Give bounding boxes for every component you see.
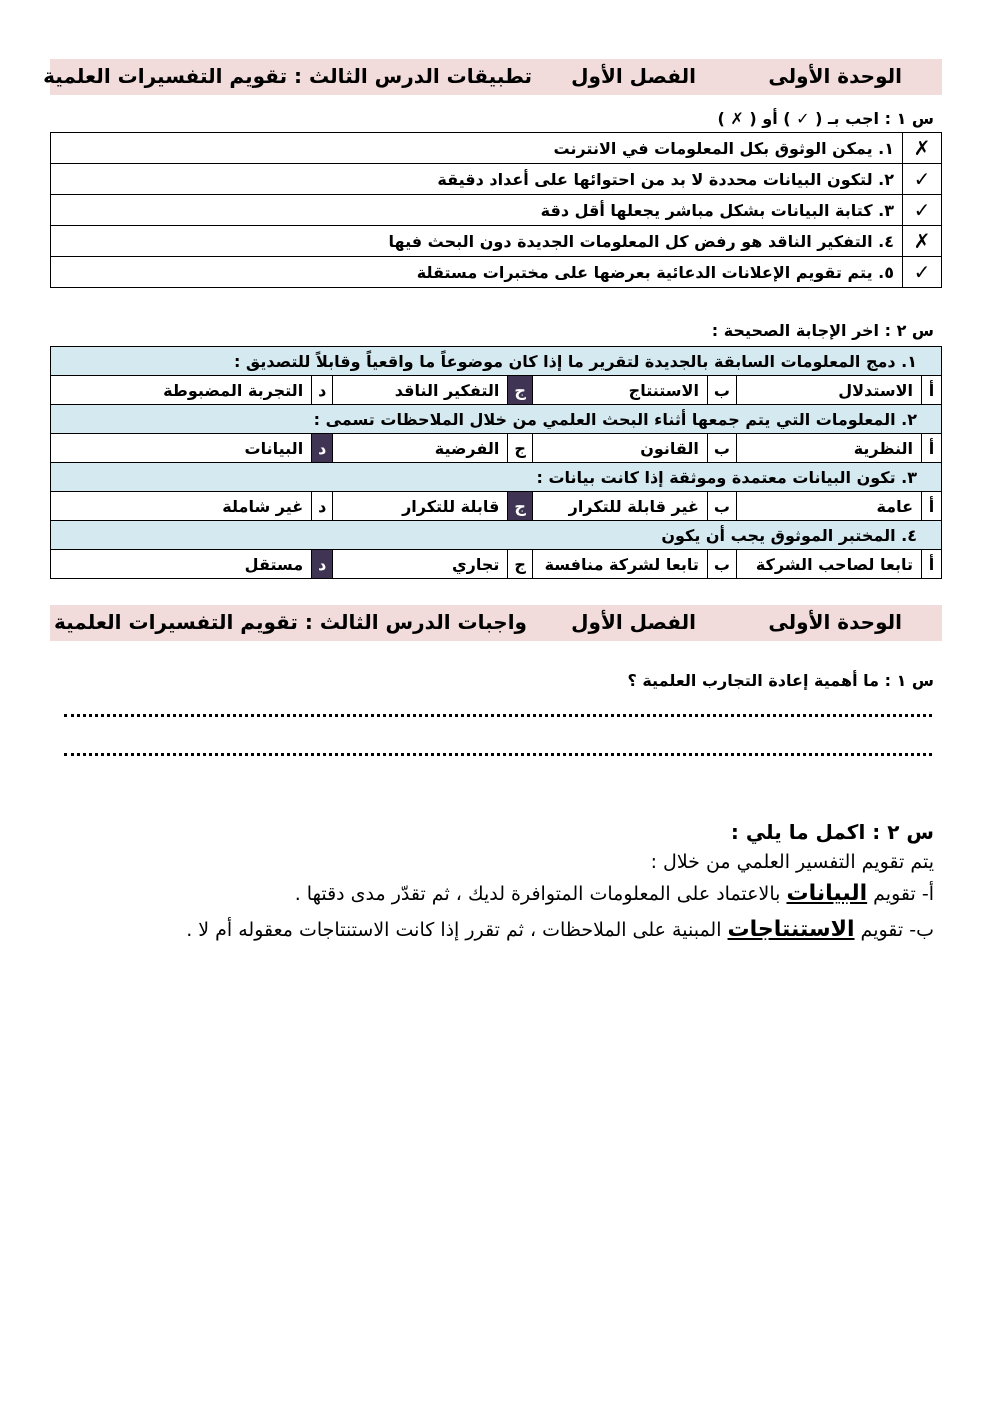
question-row [51,463,942,492]
hw1-title: س ١ : ما أهمية إعادة التجارب العلمية ؟ [627,671,934,690]
question-row [51,347,942,376]
table-row [51,195,942,226]
option-text: النظرية [737,434,922,463]
options-row [51,376,942,405]
chapter-label: الفصل الأول [571,610,696,634]
answer-mark: ✓ [903,257,942,288]
option-label: د [312,376,333,405]
options-row [51,492,942,521]
answer-line [64,753,932,756]
option-text: الاستدلال [737,376,922,405]
unit-label: الوحدة الأولى [768,64,902,88]
question-row [51,521,942,550]
option-text: القانون [532,434,707,463]
statement: ٤. التفكير الناقد هو رفض كل المعلومات الجديدة دون البحث فيها [51,226,903,257]
option-label-selected: د [312,550,333,579]
option-label: ب [707,550,736,579]
option-text: البيانات [51,434,312,463]
line-a-prefix: أ- تقويم [867,883,934,905]
option-text: تابعا لصاحب الشركة [737,550,922,579]
option-text: التفكير الناقد [333,376,508,405]
option-text: غير قابلة للتكرار [532,492,707,521]
option-text: التجربة المضبوطة [51,376,312,405]
hw2-line-a [295,881,934,906]
option-label: ج [508,434,533,463]
option-label: أ [922,376,942,405]
option-label: ب [707,434,736,463]
option-label: أ [922,550,942,579]
statement: ٢. لتكون البيانات محددة لا بد من احتوائها على أعداد دقيقة [51,164,903,195]
question-text: ٢. المعلومات التي يتم جمعها أثناء البحث العلمي من خلال الملاحظات تسمى : [51,405,942,434]
answer-word-a: البيانات [786,881,868,906]
option-label: أ [922,492,942,521]
multiple-choice-table [50,346,942,579]
answer-word-b: الاستنتاجات [727,917,855,942]
lesson-label: تطبيقات الدرس الثالث : تقويم التفسيرات العلمية [43,64,532,88]
hw2-intro: يتم تقويم التفسير العلمي من خلال : [650,851,934,873]
table-row [51,133,942,164]
option-label-selected: د [312,434,333,463]
option-text: عامة [737,492,922,521]
true-false-table [50,132,942,288]
table-row [51,164,942,195]
option-label-selected: ج [508,376,533,405]
option-text: الفرضية [333,434,508,463]
question-text: ١. دمج المعلومات السابقة بالجديدة لتقرير ما إذا كان موضوعاً ما واقعياً وقابلاً للتصديق : [51,347,942,376]
option-label-selected: ج [508,492,533,521]
option-label: د [312,492,333,521]
line-b-prefix: ب- تقويم [854,919,934,941]
line-b-rest: المبنية على الملاحظات ، ثم تقرر إذا كانت الاستنتاجات معقوله أم لا . [186,919,728,941]
question-text: ٣. تكون البيانات معتمدة وموثقة إذا كانت بيانات : [51,463,942,492]
answer-mark: ✗ [903,133,942,164]
question-row [51,405,942,434]
q1-title: س ١ : اجب بـ ( ✓ ) أو ( ✗ ) [717,109,934,128]
lesson-label: واجبات الدرس الثالث : تقويم التفسيرات العلمية [54,610,527,634]
table-row [51,226,942,257]
hw2-line-b [186,917,934,942]
question-text: ٤. المختبر الموثوق يجب أن يكون [51,521,942,550]
answer-mark: ✓ [903,195,942,226]
options-row [51,550,942,579]
option-label: ب [707,376,736,405]
option-text: غير شاملة [51,492,312,521]
answer-mark: ✗ [903,226,942,257]
statement: ١. يمكن الوثوق بكل المعلومات في الانترنت [51,133,903,164]
statement: ٣. كتابة البيانات بشكل مباشر يجعلها أقل دقة [51,195,903,226]
option-text: الاستنتاج [532,376,707,405]
table-row [51,257,942,288]
statement: ٥. يتم تقويم الإعلانات الدعائية بعرضها على مختبرات مستقلة [51,257,903,288]
line-a-rest: بالاعتماد على المعلومات المتوافرة لديك ، ثم تقدّر مدى دقتها . [294,883,787,905]
unit-label: الوحدة الأولى [768,610,902,634]
option-label: أ [922,434,942,463]
header-bar-applications [43,59,942,95]
q2-title: س ٢ : اخر الإجابة الصحيحة : [711,321,934,340]
answer-line [64,714,932,717]
hw2-title: س ٢ : اكمل ما يلي : [730,820,934,844]
header-bar-homework [50,605,942,641]
option-text: مستقل [51,550,312,579]
option-label: ج [508,550,533,579]
chapter-label: الفصل الأول [571,64,696,88]
options-row [51,434,942,463]
option-text: قابلة للتكرار [333,492,508,521]
option-label: ب [707,492,736,521]
option-text: تجاري [333,550,508,579]
answer-mark: ✓ [903,164,942,195]
option-text: تابعا لشركة منافسة [532,550,707,579]
